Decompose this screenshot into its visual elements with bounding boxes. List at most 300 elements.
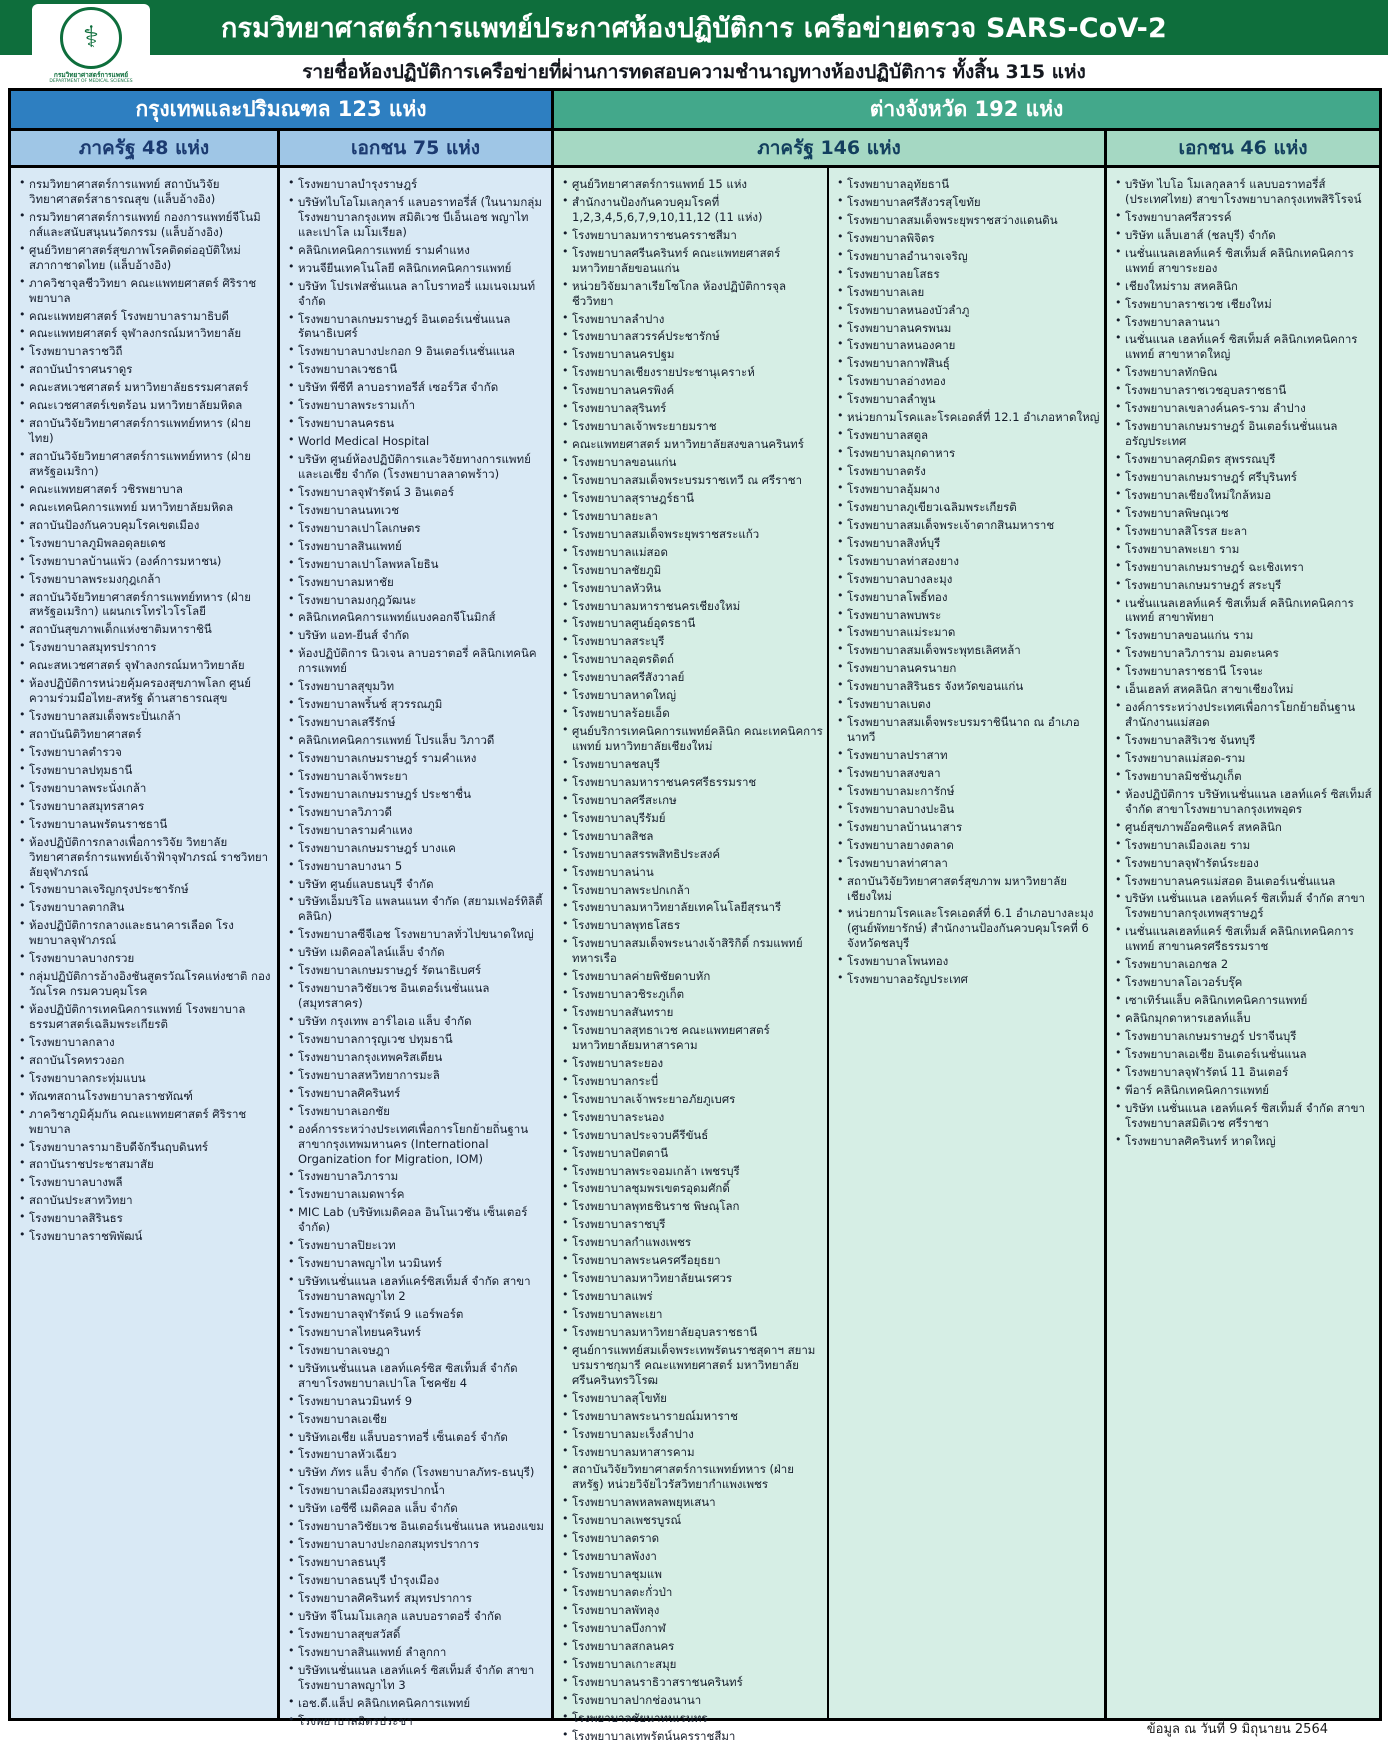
list-item: • โรงพยาบาลภูเขียวเฉลิมพระเกียรติ [836, 500, 1101, 515]
list-item: • โรงพยาบาลชัยภูมิ [561, 563, 824, 578]
list-item: • โรงพยาบาลมะการักษ์ [836, 784, 1101, 799]
list-item: • โรงพยาบาลเบตง [836, 697, 1101, 712]
list-item: • โรงพยาบาลบำรุงราษฎร์ [287, 177, 548, 192]
list-item: • โรงพยาบาลปิยะเวท [287, 1238, 548, 1253]
list-item: • ศูนย์บริการเทคนิคการแพทย์คลินิก คณะเทคนิคการแพทย์ มหาวิทยาลัยเชียงใหม่ [561, 724, 824, 754]
list-item: • โรงพยาบาลสรรพสิทธิประสงค์ [561, 847, 824, 862]
column-header-gov-provinces: ภาครัฐ 146 แห่ง [551, 131, 1104, 165]
list-item: • โรงพยาบาลเกษมราษฎร์ อินเตอร์เนชั่นแนล อรัญประเทศ [1114, 419, 1376, 449]
list-item: • โรงพยาบาลพระนารายณ์มหาราช [561, 1409, 824, 1424]
list-item: • โรงพยาบาลบ้านแพ้ว (องค์การมหาชน) [18, 554, 274, 569]
private-bangkok-list [287, 177, 548, 1728]
list-item: • บริษัท เนชั่นแนล เฮลท์แคร์ ซิสเท็มส์ จำกัด สาขาโรงพยาบาลกรุงเทพสุราษฎร์ [1114, 891, 1376, 921]
list-item: • โรงพยาบาลยางตลาด [836, 838, 1101, 853]
list-item: • โรงพยาบาลนครพิงค์ [561, 383, 824, 398]
list-item: • โรงพยาบาลสมเด็จพระยุพราชสว่างแดนดิน [836, 213, 1101, 228]
list-item: • โรงพยาบาลเอเชีย [287, 1412, 548, 1427]
list-item: • โรงพยาบาลบางปะกอกสมุทรปราการ [287, 1537, 548, 1552]
list-item: • โรงพยาบาลกำแพงเพชร [561, 1235, 824, 1250]
list-item: • โรงพยาบาลเขลางค์นคร-ราม ลำปาง [1114, 401, 1376, 416]
list-item: • บริษัท ไบโอ โมเลกุลลาร์ แลบบอราทอรี่ส์ (ประเทศไทย) สาขาโรงพยาบาลกรุงเทพสิริโรจน์ [1114, 177, 1376, 207]
list-item: • คลินิกเทคนิคการแพทย์ โปรแล็บ วิภาวดี [287, 733, 548, 748]
list-item: • คณะแพทยศาสตร์ วชิรพยาบาล [18, 482, 274, 497]
list-item: • โรงพยาบาลสิงห์บุรี [836, 536, 1101, 551]
list-item: • โรงพยาบาลบึงกาฬ [561, 1621, 824, 1636]
list-item: • โรงพยาบาลโพนทอง [836, 954, 1101, 969]
list-item: • ศูนย์วิทยาศาสตร์การแพทย์ 15 แห่ง [561, 177, 824, 192]
list-item: • โรงพยาบาลสมเด็จพระเจ้าตากสินมหาราช [836, 518, 1101, 533]
list-item: • เนชั่นแนลเฮลท์แคร์ ซิสเท็มส์ คลินิกเทคนิคการแพทย์ สาขาพัทยา [1114, 596, 1376, 626]
list-item: • โรงพยาบาลพุทธชินราช พิษณุโลก [561, 1199, 824, 1214]
list-item: • โรงพยาบาลอุ้มผาง [836, 482, 1101, 497]
list-item: • โรงพยาบาลเปาโลเกษตร [287, 521, 548, 536]
list-item: • โรงพยาบาลนครแม่สอด อินเตอร์เนชั่นแนล [1114, 874, 1376, 889]
list-item: • โรงพยาบาลบางปะกอก 9 อินเตอร์เนชั่นแนล [287, 344, 548, 359]
list-item: • คณะแพทยศาสตร์ จุฬาลงกรณ์มหาวิทยาลัย [18, 326, 274, 341]
list-item: • โรงพยาบาลบางปะอิน [836, 802, 1101, 817]
list-item: • โรงพยาบาลมหาสารคาม [561, 1445, 824, 1460]
list-item: • โรงพยาบาลเชียงรายประชานุเคราะห์ [561, 365, 824, 380]
sector-header-row [11, 131, 1379, 168]
list-item: • โรงพยาบาลสุขสวัสดิ์ [287, 1627, 548, 1642]
list-item: • เนชั่นแนล เฮลท์แคร์ ซิสเท็มส์ คลินิกเทคนิคการแพทย์ สาขาหาดใหญ่ [1114, 332, 1376, 362]
list-item: • สถาบันวิจัยวิทยาศาสตร์การแพทย์ทหาร (ฝ่ายไทย) [18, 416, 274, 446]
list-item: • โรงพยาบาลเอกชัย [287, 1104, 548, 1119]
list-item: • โรงพยาบาลตราด [561, 1531, 824, 1546]
list-item: • โรงพยาบาลชัยนาทนเรนทร [561, 1711, 824, 1726]
list-item: • คลินิกเทคนิคการแพทย์แบงคอกจีโนมิกส์ [287, 610, 548, 625]
list-item: • โรงพยาบาลบางพลี [18, 1175, 274, 1190]
list-item: • โรงพยาบาลเกาะสมุย [561, 1657, 824, 1672]
list-item: • เชียงใหม่ราม สหคลินิก [1114, 279, 1376, 294]
list-item: • โรงพยาบาลตากสิน [18, 900, 274, 915]
list-item: • โรงพยาบาลอุทัยธานี [836, 177, 1101, 192]
list-item: • โรงพยาบาลศิครินทร์ [287, 1086, 548, 1101]
list-item: • โรงพยาบาลหนองคาย [836, 338, 1101, 353]
list-item: • โรงพยาบาลพระจอมเกล้า เพชรบุรี [561, 1164, 824, 1179]
list-item: • โรงพยาบาลหัวหิน [561, 581, 824, 596]
list-item: • บริษัท ศูนย์แลบธนบุรี จำกัด [287, 877, 548, 892]
list-item: • สถาบันวิจัยวิทยาศาสตร์การแพทย์ทหาร (ฝ่ายสหรัฐ) หน่วยวิจัยไวรัสวิทยากำแพงเพชร [561, 1462, 824, 1492]
list-item: • โรงพยาบาลนราธิวาสราชนครินทร์ [561, 1675, 824, 1690]
list-item: • MIC Lab (บริษัทเมดิคอล อินโนเวชัน เซ็นเตอร์ จำกัด) [287, 1205, 548, 1235]
list-item: • โรงพยาบาลเจ้าพระยาอภัยภูเบศร [561, 1092, 824, 1107]
list-item: • บริษัท ภัทร แล็บ จำกัด (โรงพยาบาลภัทร-ธนบุรี) [287, 1465, 548, 1480]
list-item: • โรงพยาบาลพะเยา ราม [1114, 542, 1376, 557]
list-item: • หวนจียีนเทคโนโลยี คลินิกเทคนิคการแพทย์ [287, 261, 548, 276]
list-item: • โรงพยาบาลสุราษฎร์ธานี [561, 491, 824, 506]
list-item: • โรงพยาบาลสมุทรสาคร [18, 799, 274, 814]
list-item: • กรมวิทยาศาสตร์การแพทย์ กองการแพทย์จีโนมิกส์และสนับสนุนนวัตกรรม (แล็บอ้างอิง) [18, 210, 274, 240]
list-item: • โรงพยาบาลเวชธานี [287, 362, 548, 377]
list-item: • โรงพยาบาลสุโขทัย [561, 1391, 824, 1406]
list-item: • องค์การระหว่างประเทศเพื่อการโยกย้ายถิ่นฐาน สำนักงานแม่สอด [1114, 700, 1376, 730]
list-item: • เนชั่นแนลเฮลท์แคร์ ซิสเท็มส์ คลินิกเทคนิคการแพทย์ สาขาระยอง [1114, 246, 1376, 276]
list-item: • โรงพยาบาลมหาวิทยาลัยอุบลราชธานี [561, 1325, 824, 1340]
list-item: • โรงพยาบาลเชียงใหม่ใกล้หมอ [1114, 488, 1376, 503]
list-item: • โรงพยาบาลนครนายก [836, 661, 1101, 676]
list-item: • โรงพยาบาลเสรีรักษ์ [287, 715, 548, 730]
list-item: • โรงพยาบาลสมเด็จพระพุทธเลิศหล้า [836, 643, 1101, 658]
list-item: • โรงพยาบาลลำปาง [561, 312, 824, 327]
list-item: • สถาบันวิจัยวิทยาศาสตร์สุขภาพ มหาวิทยาลัยเชียงใหม่ [836, 874, 1101, 904]
list-item: • ห้องปฏิบัติการกลางเพื่อการวิจัย วิทยาลัยวิทยาศาสตร์การแพทย์เจ้าฟ้าจุฬาภรณ์ ราชวิทยาลัยจุฬาภรณ์ [18, 835, 274, 880]
list-item: • โรงพยาบาลสวรรค์ประชารักษ์ [561, 329, 824, 344]
list-item: • โรงพยาบาลซีจีเอช โรงพยาบาลทั่วไปขนาดใหญ่ [287, 927, 548, 942]
list-item: • โรงพยาบาลพระนั่งเกล้า [18, 781, 274, 796]
list-item: • โรงพยาบาลกรุงเทพคริสเตียน [287, 1050, 548, 1065]
list-item: • โรงพยาบาลพัทลุง [561, 1603, 824, 1618]
list-item: • สถาบันราชประชาสมาสัย [18, 1157, 274, 1172]
list-item: • โรงพยาบาลสิริเวช จันทบุรี [1114, 733, 1376, 748]
list-item: • โรงพยาบาลวิภาวดี [287, 805, 548, 820]
list-item: • บริษัท ศูนย์ห้องปฏิบัติการและวิจัยทางการแพทย์และเอเชีย จำกัด (โรงพยาบาลลาดพร้าว) [287, 452, 548, 482]
list-item: • โรงพยาบาลสมเด็จพระยุพราชสระแก้ว [561, 527, 824, 542]
list-item: • คณะสหเวชศาสตร์ มหาวิทยาลัยธรรมศาสตร์ [18, 380, 274, 395]
list-item: • โรงพยาบาลนครปฐม [561, 347, 824, 362]
list-item: • โรงพยาบาลราชบุรี [561, 1217, 824, 1232]
list-item: • โรงพยาบาลสมเด็จพระนางเจ้าสิริกิติ์ กรมแพทย์ทหารเรือ [561, 936, 824, 966]
list-item: • โรงพยาบาลหนองบัวลำภู [836, 303, 1101, 318]
list-item: • โรงพยาบาลมหาราชนครศรีธรรมราช [561, 775, 824, 790]
list-item: • โรงพยาบาลพุทธโสธร [561, 918, 824, 933]
list-item: • โรงพยาบาลเกษมราษฎร์ ประชาชื่น [287, 787, 548, 802]
list-item: • โรงพยาบาลภูมิพลอดุลยเดช [18, 536, 274, 551]
list-item: • โรงพยาบาลพริ้นซ์ สุวรรณภูมิ [287, 697, 548, 712]
list-item: • โรงพยาบาลตำรวจ [18, 745, 274, 760]
list-item: • โรงพยาบาลเกษมราษฎร์ รามคำแหง [287, 751, 548, 766]
list-item: • โรงพยาบาลเอกชล 2 [1114, 957, 1376, 972]
list-item: • โรงพยาบาลแม่สอด-ราม [1114, 751, 1376, 766]
list-item: • โรงพยาบาลพระปกเกล้า [561, 883, 824, 898]
list-item: • โรงพยาบาลเทพรัตน์นครราชสีมา [561, 1729, 824, 1744]
list-item: • โรงพยาบาลวิชัยเวช อินเตอร์เนชั่นแนล หนองแขม [287, 1519, 548, 1534]
column-private-provinces [1104, 168, 1379, 1718]
list-item: • โรงพยาบาลจุฬารัตน์ 9 แอร์พอร์ต [287, 1307, 548, 1322]
list-item: • โรงพยาบาลราชเวช เชียงใหม่ [1114, 297, 1376, 312]
logo-caption-en: DEPARTMENT OF MEDICAL SCIENCES [49, 79, 133, 85]
list-item: • โรงพยาบาลมหาวิทยาลัยนเรศวร [561, 1271, 824, 1286]
list-item: • โรงพยาบาลน่าน [561, 865, 824, 880]
list-item: • โรงพยาบาลวชิระภูเก็ต [561, 987, 824, 1002]
list-item: • โรงพยาบาลราชวิถี [18, 344, 274, 359]
list-item: • โรงพยาบาลนนทเวช [287, 503, 548, 518]
list-item: • โรงพยาบาลหาดใหญ่ [561, 688, 824, 703]
list-item: • บริษัทไบโอโมเลกุลาร์ แลบอราทอรี่ส์ (ในนามกลุ่มโรงพยาบาลกรุงเทพ สมิติเวช บีเอ็นเอช พญาไท และเปาโล เมโมเรียล) [287, 195, 548, 240]
region-header-provinces [551, 91, 1379, 128]
list-item: • บริษัท เอซีซี เมดิคอล แล็บ จำกัด [287, 1501, 548, 1516]
list-item: • โรงพยาบาลสงขลา [836, 766, 1101, 781]
list-item: • โรงพยาบาลบางละมุง [836, 572, 1101, 587]
list-item: • โรงพยาบาลนครพนม [836, 321, 1101, 336]
list-item: • บริษัทเนชั่นแนล เฮลท์แคร์ซิส ซิสเท็มส์ จำกัด สาขาโรงพยาบาลเปาโล โชคชัย 4 [287, 1361, 548, 1391]
list-item: • สถาบันวิจัยวิทยาศาสตร์การแพทย์ทหาร (ฝ่ายสหรัฐอเมริกา) แผนกเรโทรไวโรโลยี [18, 590, 274, 620]
list-item: • เอ็นเฮลท์ สหคลินิก สาขาเชียงใหม่ [1114, 682, 1376, 697]
list-item: • โรงพยาบาลนพรัตนราชธานี [18, 817, 274, 832]
list-item: • โรงพยาบาลสหวิทยาการมะลิ [287, 1068, 548, 1083]
list-item: • โรงพยาบาลตรัง [836, 464, 1101, 479]
list-item: • โรงพยาบาลชุมพรเขตรอุดมศักดิ์ [561, 1181, 824, 1196]
list-item: • โรงพยาบาลสิรินธร [18, 1211, 274, 1226]
list-item: • ห้องปฏิบัติการหน่วยคุ้มครองสุขภาพโลก ศูนย์ความร่วมมือไทย-สหรัฐ ด้านสาธารณสุข [18, 676, 274, 706]
list-item: • โรงพยาบาลกาฬสินธุ์ [836, 356, 1101, 371]
list-item: • โรงพยาบาลปราสาท [836, 748, 1101, 763]
list-item: • โรงพยาบาลมุกดาหาร [836, 446, 1101, 461]
list-item: • สถาบันป้องกันควบคุมโรคเขตเมือง [18, 518, 274, 533]
gov-provinces-list-b [836, 177, 1101, 987]
list-item: • โรงพยาบาลธนบุรี บำรุงเมือง [287, 1573, 548, 1588]
list-item: • โรงพยาบาลสุรินทร์ [561, 401, 824, 416]
list-item: • โรงพยาบาลเมืองเลย ราม [1114, 838, 1376, 853]
list-item: • โรงพยาบาลสตูล [836, 428, 1101, 443]
list-item: • โรงพยาบาลเจษฎา [287, 1343, 548, 1358]
list-item: • บริษัท แล็บเฮาส์ (ชลบุรี) จำกัด [1114, 228, 1376, 243]
list-item: • โรงพยาบาลเมดพาร์ค [287, 1187, 548, 1202]
list-item: • สถาบันสุขภาพเด็กแห่งชาติมหาราชินี [18, 622, 274, 637]
list-item: • โรงพยาบาลเกษมราษฎร์ สระบุรี [1114, 578, 1376, 593]
list-item: • โรงพยาบาลเอเชีย อินเตอร์เนชั่นแนล [1114, 1047, 1376, 1062]
list-item: • บริษัท โปรเฟสชั่นแนล ลาโบราทอรี่ แมเนจเมนท์ จำกัด [287, 279, 548, 309]
list-item: • คณะแพทยศาสตร์ โรงพยาบาลรามาธิบดี [18, 309, 274, 324]
list-item: • โรงพยาบาลปากช่องนานา [561, 1693, 824, 1708]
list-item: • โรงพยาบาลสันทราย [561, 1005, 824, 1020]
list-item: • บริษัทเอ็มบริโอ แพลนแนท จำกัด (สยามเฟอร์ทิลิตี้ คลินิก) [287, 894, 548, 924]
list-item: • World Medical Hospital [287, 434, 548, 449]
list-item: • โรงพยาบาลจุฬารัตน์ 3 อินเตอร์ [287, 485, 548, 500]
list-item: • โรงพยาบาลศรีนครินทร์ คณะแพทยศาสตร์ มหาวิทยาลัยขอนแก่น [561, 246, 824, 276]
list-item: • โรงพยาบาลนวมินทร์ 9 [287, 1394, 548, 1409]
list-item: • โรงพยาบาลรามคำแหง [287, 823, 548, 838]
logo-caption-th: กรมวิทยาศาสตร์การแพทย์ [53, 71, 129, 79]
list-item: • โรงพยาบาลลำพูน [836, 392, 1101, 407]
list-item: • โรงพยาบาลมหาวิทยาลัยเทคโนโลยีสุรนารี [561, 900, 824, 915]
list-item: • โรงพยาบาลแม่สอด [561, 545, 824, 560]
page-subtitle: รายชื่อห้องปฏิบัติการเครือข่ายที่ผ่านการทดสอบความชำนาญทางห้องปฏิบัติการ ทั้งสิ้น 315 แห่ง [302, 60, 1086, 83]
list-item: • โรงพยาบาลมงกุฎวัฒนะ [287, 593, 548, 608]
list-item: • โรงพยาบาลศุภมิตร สุพรรณบุรี [1114, 452, 1376, 467]
list-item: • โรงพยาบาลสิโรรส ยะลา [1114, 524, 1376, 539]
list-item: • โรงพยาบาลมหาชัย [287, 575, 548, 590]
list-item: • โรงพยาบาลเลย [836, 285, 1101, 300]
list-item: • คลินิกมุกดาหารเฮลท์แล็บ [1114, 1011, 1376, 1026]
list-item: • โรงพยาบาลปทุมธานี [18, 763, 274, 778]
list-item: • โรงพยาบาลสินแพทย์ ลำลูกกา [287, 1645, 548, 1660]
list-item: • โรงพยาบาลสินแพทย์ [287, 539, 548, 554]
list-item: • โรงพยาบาลศูนย์อุดรธานี [561, 616, 824, 631]
list-item: • พีอาร์ คลินิกเทคนิคการแพทย์ [1114, 1083, 1376, 1098]
list-item: • โรงพยาบาลสมเด็จพระปิ่นเกล้า [18, 709, 274, 724]
list-item: • โรงพยาบาลลานนา [1114, 315, 1376, 330]
list-item: • คลินิกเทคนิคการแพทย์ รามคำแหง [287, 243, 548, 258]
column-header-gov-bangkok: ภาครัฐ 48 แห่ง [11, 131, 277, 165]
list-item: • โรงพยาบาลธนบุรี [287, 1555, 548, 1570]
list-item: • โรงพยาบาลโพธิ์ทอง [836, 590, 1101, 605]
list-item: • โรงพยาบาลสมเด็จพระบรมราชเทวี ณ ศรีราชา [561, 473, 824, 488]
page-title: กรมวิทยาศาสตร์การแพทย์ประกาศห้องปฏิบัติการ เครือข่ายตรวจ SARS-CoV-2 [220, 13, 1168, 44]
list-item: • องค์การระหว่างประเทศเพื่อการโยกย้ายถิ่นฐาน สาขากรุงเทพมหานคร (International Organization for Migration, IOM) [287, 1122, 548, 1167]
list-item: • โรงพยาบาลแพร่ [561, 1289, 824, 1304]
list-item: • โรงพยาบาลศรีสังวาลย์ [561, 670, 824, 685]
list-item: • โรงพยาบาลแม่ระมาด [836, 625, 1101, 640]
list-item: • สำนักงานป้องกันควบคุมโรคที่ 1,2,3,4,5,6,7,9,10,11,12 (11 แห่ง) [561, 195, 824, 225]
list-item: • โรงพยาบาลพระมงกุฎเกล้า [18, 572, 274, 587]
list-item: • หน่วยกามโรคและโรคเอดส์ที่ 12.1 อำเภอหาดใหญ่ [836, 410, 1101, 425]
list-item: • โรงพยาบาลบางนา 5 [287, 859, 548, 874]
list-item: • โรงพยาบาลเพชรบูรณ์ [561, 1513, 824, 1528]
list-item: • โรงพยาบาลอ่างทอง [836, 374, 1101, 389]
list-item: • โรงพยาบาลราชธานี โรจนะ [1114, 664, 1376, 679]
list-item: • โรงพยาบาลพิษณุเวช [1114, 506, 1376, 521]
list-item: • โรงพยาบาลรามาธิบดีจักรีนฤบดินทร์ [18, 1140, 274, 1155]
list-item: • เอช.ดี.แล็ป คลินิกเทคนิคการแพทย์ [287, 1696, 548, 1711]
list-item: • ทัณฑสถานโรงพยาบาลราชทัณฑ์ [18, 1089, 274, 1104]
list-item: • โรงพยาบาลสกลนคร [561, 1639, 824, 1654]
list-item: • โรงพยาบาลอุตรดิตถ์ [561, 652, 824, 667]
list-item: • โรงพยาบาลเมืองสมุทรปากน้ำ [287, 1483, 548, 1498]
list-item: • โรงพยาบาลจุฬารัตน์ระยอง [1114, 856, 1376, 871]
list-item: • เนชั่นแนลเฮลท์แคร์ ซิสเท็มส์ คลินิกเทคนิคการแพทย์ สาขานครศรีธรรมราช [1114, 924, 1376, 954]
column-header-private-bangkok: เอกชน 75 แห่ง [277, 131, 551, 165]
list-item: • โรงพยาบาลขอนแก่น [561, 455, 824, 470]
list-item: • โรงพยาบาลมะเร็งลำปาง [561, 1427, 824, 1442]
list-item: • โรงพยาบาลพังงา [561, 1549, 824, 1564]
list-item: • ภาควิชาภูมิคุ้มกัน คณะแพทยศาสตร์ ศิริราชพยาบาล [18, 1107, 274, 1137]
list-item: • โรงพยาบาลสมเด็จพระบรมราชินีนาถ ณ อำเภอนาทวี [836, 715, 1101, 745]
region-header-bangkok [11, 91, 551, 128]
data-as-of-note: ข้อมูล ณ วันที่ 9 มิถุนายน 2564 [1146, 1722, 1328, 1737]
list-item: • โรงพยาบาลเจริญกรุงประชารักษ์ [18, 882, 274, 897]
list-item: • โรงพยาบาลกลาง [18, 1035, 274, 1050]
list-item: • โรงพยาบาลอรัญประเทศ [836, 972, 1101, 987]
department-logo [32, 4, 150, 88]
list-item: • ภาควิชาจุลชีววิทยา คณะแพทยศาสตร์ ศิริราชพยาบาล [18, 276, 274, 306]
list-item: • โรงพยาบาลระยอง [561, 1056, 824, 1071]
list-item: • สถาบันนิติวิทยาศาสตร์ [18, 727, 274, 742]
list-item: • เซาเทิร์นแล็บ คลินิกเทคนิคการแพทย์ [1114, 993, 1376, 1008]
list-item: • คณะสหเวชศาสตร์ จุฬาลงกรณ์มหาวิทยาลัย [18, 658, 274, 673]
list-item: • บริษัท พีซีที ลาบอราทอรีส์ เซอร์วิส จำกัด [287, 380, 548, 395]
list-item: • บริษัท จีโนมโมเลกุล แลบบอราตอรี่ จำกัด [287, 1609, 548, 1624]
list-item: • โรงพยาบาลพระรามเก้า [287, 398, 548, 413]
gov-provinces-list-a [561, 177, 824, 1743]
list-item: • โรงพยาบาลระนอง [561, 1110, 824, 1125]
list-item: • สถาบันโรคทรวงอก [18, 1053, 274, 1068]
list-item: • โรงพยาบาลบ้านนาสาร [836, 820, 1101, 835]
list-item: • โรงพยาบาลราชเวชอุบลราชธานี [1114, 383, 1376, 398]
list-item: • โรงพยาบาลกระทุ่มแบน [18, 1071, 274, 1086]
column-gov-bangkok [11, 168, 277, 1718]
gov-bangkok-list [18, 177, 274, 1244]
list-item: • โรงพยาบาลสระบุรี [561, 634, 824, 649]
column-gov-provinces-a [551, 168, 827, 1743]
list-item: • ห้องปฏิบัติการ บริษัทเนชั่นแนล เฮลท์แคร์ ซิสเท็มส์ จำกัด สาขาโรงพยาบาลกรุงเทพอุดร [1114, 787, 1376, 817]
list-item: • บริษัทเนชั่นแนล เฮลท์แคร์ ซิสเท็มส์ จำกัด สาขา โรงพยาบาลพญาไท 3 [287, 1663, 548, 1693]
list-item: • กลุ่มปฏิบัติการอ้างอิงชันสูตรวัณโรคแห่งชาติ กองวัณโรค กรมควบคุมโรค [18, 969, 274, 999]
region-header-bangkok-label: กรุงเทพและปริมณฑล 123 แห่ง [135, 97, 427, 121]
column-gov-provinces-b [827, 168, 1104, 1718]
list-item: • โรงพยาบาลเจ้าพระยา [287, 769, 548, 784]
list-item: • โรงพยาบาลการุญเวช ปทุมธานี [287, 1032, 548, 1047]
list-item: • โรงพยาบาลหัวเฉียว [287, 1447, 548, 1462]
column-private-bangkok [277, 168, 551, 1728]
list-item: • โรงพยาบาลบุรีรัมย์ [561, 811, 824, 826]
column-header-private-provinces: เอกชน 46 แห่ง [1104, 131, 1379, 165]
list-item: • โรงพยาบาลกระบี่ [561, 1074, 824, 1089]
list-item: • ศูนย์วิทยาศาสตร์สุขภาพโรคติดต่ออุบัติใหม่ สภากาชาดไทย (แล็บอ้างอิง) [18, 243, 274, 273]
medical-seal-icon: ⚕ [60, 7, 122, 69]
list-item: • โรงพยาบาลนครธน [287, 416, 548, 431]
list-item: • โรงพยาบาลเกษมราษฎร์ บางแค [287, 841, 548, 856]
subtitle-row [0, 55, 1388, 88]
list-item: • โรงพยาบาลเกษมราษฎร์ ปราจีนบุรี [1114, 1029, 1376, 1044]
list-item: • โรงพยาบาลบางกรวย [18, 951, 274, 966]
list-item: • โรงพยาบาลวิภาราม [287, 1169, 548, 1184]
list-item: • โรงพยาบาลพหลพลพยุหเสนา [561, 1495, 824, 1510]
list-item: • บริษัท เมดิคอลไลน์แล็บ จำกัด [287, 945, 548, 960]
list-item: • คณะเวชศาสตร์เขตร้อน มหาวิทยาลัยมหิดล [18, 398, 274, 413]
list-item: • โรงพยาบาลพญาไท นวมินทร์ [287, 1256, 548, 1271]
list-item: • โรงพยาบาลราชพิพัฒน์ [18, 1229, 274, 1244]
list-item: • กรมวิทยาศาสตร์การแพทย์ สถาบันวิจัยวิทยาศาสตร์สาธารณสุข (แล็บอ้างอิง) [18, 177, 274, 207]
list-item: • โรงพยาบาลศรีสวรรค์ [1114, 210, 1376, 225]
list-item: • โรงพยาบาลยโสธร [836, 267, 1101, 282]
list-item: • ห้องปฏิบัติการเทคนิคการแพทย์ โรงพยาบาลธรรมศาสตร์เฉลิมพระเกียรติ [18, 1002, 274, 1032]
list-item: • สถาบันประสาทวิทยา [18, 1193, 274, 1208]
list-item: • โรงพยาบาลศิครินทร์ หาดใหญ่ [1114, 1134, 1376, 1149]
list-item: • โรงพยาบาลไทยนครินทร์ [287, 1325, 548, 1340]
list-item: • โรงพยาบาลค่ายพิชัยดาบหัก [561, 969, 824, 984]
list-item: • โรงพยาบาลเกษมราษฎร์ ฉะเชิงเทรา [1114, 560, 1376, 575]
list-item: • คณะแพทยศาสตร์ มหาวิทยาลัยสงขลานครินทร์ [561, 437, 824, 452]
list-item: • โรงพยาบาลสุขุมวิท [287, 679, 548, 694]
list-item: • บริษัทเอเชีย แล็บบอราทอรี่ เซ็นเตอร์ จำกัด [287, 1430, 548, 1445]
private-provinces-list [1114, 177, 1376, 1149]
list-item: • โรงพยาบาลพบพระ [836, 608, 1101, 623]
list-item: • บริษัท กรุงเทพ อาร์ไอเอ แล็บ จำกัด [287, 1014, 548, 1029]
list-item: • ห้องปฏิบัติการกลางและธนาคารเลือด โรงพยาบาลจุฬาภรณ์ [18, 918, 274, 948]
list-item: • โรงพยาบาลขอนแก่น ราม [1114, 628, 1376, 643]
list-item: • โรงพยาบาลศรีสังวรสุโขทัย [836, 195, 1101, 210]
list-item: • บริษัท แอท-ยีนส์ จำกัด [287, 628, 548, 643]
list-item: • โรงพยาบาลศรีสะเกษ [561, 793, 824, 808]
list-item: • โรงพยาบาลร้อยเอ็ด [561, 706, 824, 721]
list-item: • โรงพยาบาลพระนครศรีอยุธยา [561, 1253, 824, 1268]
region-header-provinces-label: ต่างจังหวัด 192 แห่ง [869, 97, 1064, 121]
list-item: • คณะเทคนิคการแพทย์ มหาวิทยาลัยมหิดล [18, 500, 274, 515]
list-item: • โรงพยาบาลศิครินทร์ สมุทรปราการ [287, 1591, 548, 1606]
list-item: • โรงพยาบาลจุฬารัตน์ 11 อินเตอร์ [1114, 1065, 1376, 1080]
list-item: • บริษัทเนชั่นแนล เฮลท์แคร์ซิสเท็มส์ จำกัด สาขาโรงพยาบาลพญาไท 2 [287, 1274, 548, 1304]
list-item: • โรงพยาบาลเกษมราษฎร์ อินเตอร์เนชั่นแนล รัตนาธิเบศร์ [287, 312, 548, 342]
list-item: • โรงพยาบาลพิจิตร [836, 231, 1101, 246]
list-item: • โรงพยาบาลชลบุรี [561, 757, 824, 772]
region-header-row [11, 91, 1379, 131]
list-item: • โรงพยาบาลมหาราชนครเชียงใหม่ [561, 599, 824, 614]
list-item: • บริษัท เนชั่นแนล เฮลท์แคร์ ซิสเท็มส์ จำกัด สาขาโรงพยาบาลสมิติเวช ศรีราชา [1114, 1101, 1376, 1131]
list-item: • ห้องปฏิบัติการ นิวเจน ลาบอราตอรี่ คลินิกเทคนิคการแพทย์ [287, 646, 548, 676]
list-item: • โรงพยาบาลวิภาราม อมตะนคร [1114, 646, 1376, 661]
list-item: • หน่วยกามโรคและโรคเอดส์ที่ 6.1 อำเภอบางละมุง (ศูนย์พัทยารักษ์) สำนักงานป้องกันควบคุมโรคที่ 6 จังหวัดชลบุรี [836, 906, 1101, 951]
list-item: • โรงพยาบาลมหาราชนครราชสีมา [561, 228, 824, 243]
list-item: • โรงพยาบาลมิชชั่นภูเก็ต [1114, 769, 1376, 784]
list-item: • โรงพยาบาลอำนาจเจริญ [836, 249, 1101, 264]
list-item: • โรงพยาบาลประจวบคีรีขันธ์ [561, 1128, 824, 1143]
list-item: • โรงพยาบาลชุมแพ [561, 1567, 824, 1582]
list-item: • โรงพยาบาลเกษมราษฎร์ รัตนาธิเบศร์ [287, 963, 548, 978]
list-item: • สถาบันบำราศนราดูร [18, 362, 274, 377]
list-item: • โรงพยาบาลสิรินธร จังหวัดขอนแก่น [836, 679, 1101, 694]
list-item: • โรงพยาบาลสมุทรปราการ [18, 640, 274, 655]
